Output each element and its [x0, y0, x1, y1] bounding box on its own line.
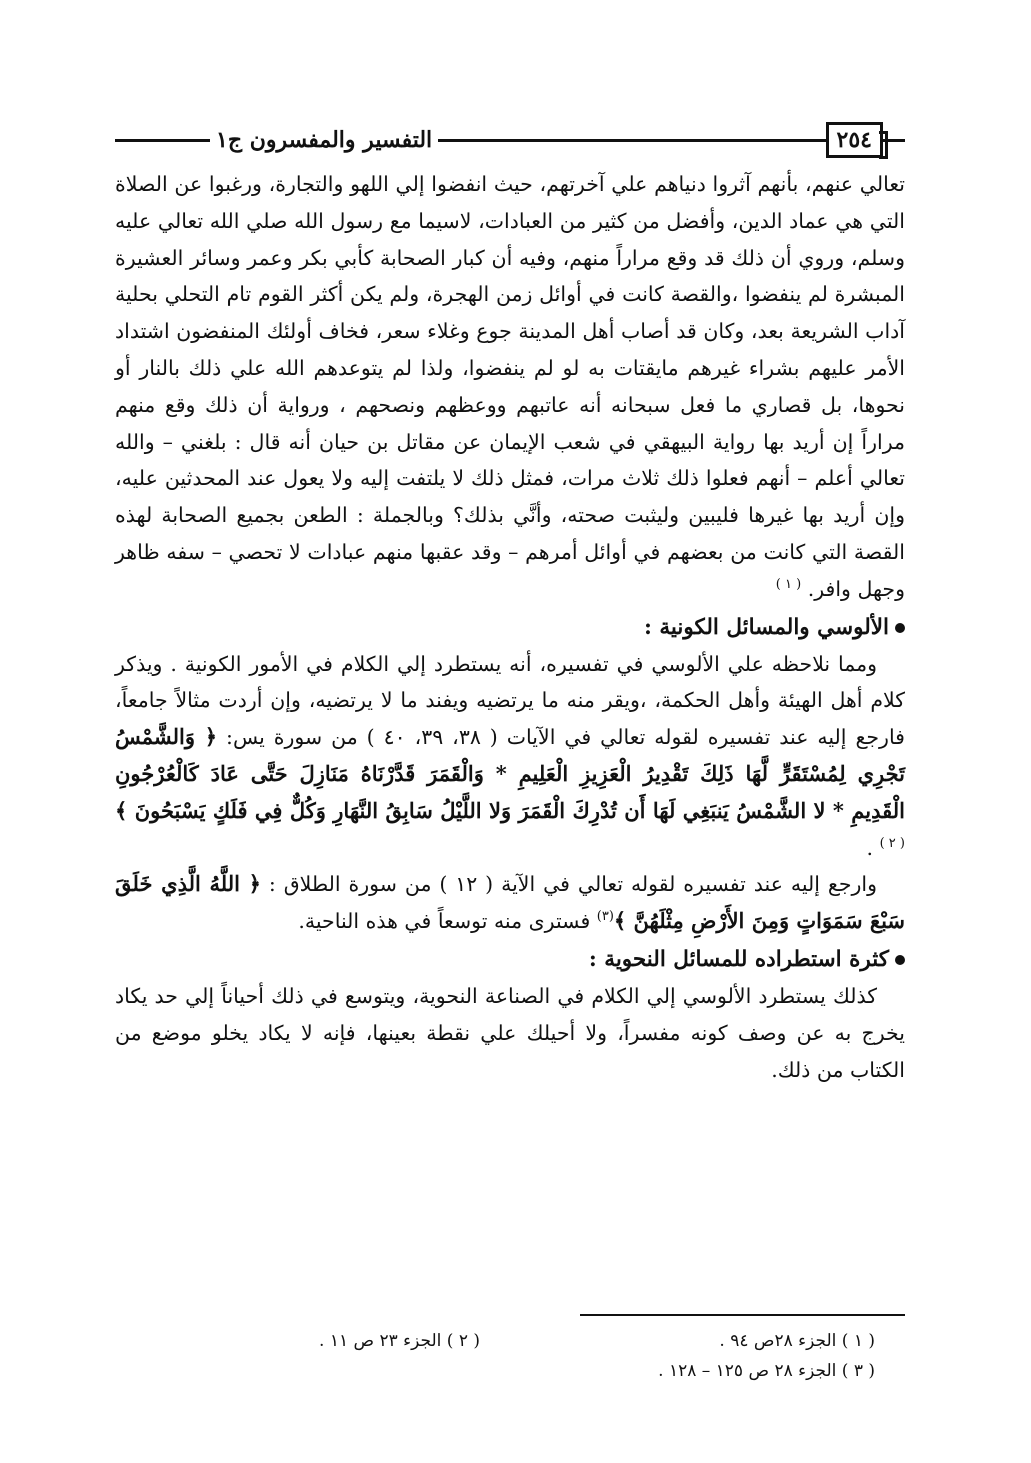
footnote-row [115, 1356, 905, 1386]
section-heading-cosmic-text: الألوسي والمسائل الكونية : [643, 614, 889, 640]
footnote-ref-1: ( ١ ) [775, 576, 802, 592]
page-header [115, 120, 905, 160]
paragraph-3 [115, 866, 905, 940]
paragraph-4-text: كذلك يستطرد الألوسي إلي الكلام في الصناعة النحوية، ويتوسع في ذلك أحياناً إلي حد يكاد يخرج به عن وصف كونه مفسراً، ولا أحيلك علي نقطة بعينها، فإنه لا يكاد يخلو موضع من الكتاب من ذلك. [115, 983, 905, 1082]
footnote-ref-2: ( ٢ ) [879, 835, 905, 851]
quran-verse-talaq: ﴿ اللَّهُ الَّذِي خَلَقَ سَبْعَ سَمَوَاتٍ وَمِنَ الأَرْضِ مِثْلَهُنَّ ﴾ [115, 871, 905, 934]
bullet-icon [895, 955, 905, 965]
running-title: التفسير والمفسرون ج١ [216, 127, 433, 153]
section-heading-cosmic [115, 610, 905, 646]
quran-verse-yasin: ﴿ وَالشَّمْسُ تَجْرِي لِمُسْتَقَرٍّ لَّهَا ذَلِكَ تَقْدِيرُ الْعَزِيزِ الْعَلِيمِ * وَالْقَمَرَ قَدَّرْنَاهُ مَنَازِلَ حَتَّى عَادَ كَالْعُرْجُونِ الْقَدِيمِ * لا الشَّمْسُ يَنبَغِي لَهَا أَن تُدْرِكَ الْقَمَرَ وَلا اللَّيْلُ سَابِقُ النَّهَارِ وَكُلٌّ فِي فَلَكٍ يَسْبَحُونَ ﴾ [115, 724, 905, 823]
paragraph-1-text: تعالي عنهم، بأنهم آثروا دنياهم علي آخرتهم، حيث انفضوا إلي اللهو والتجارة، ورغبوا عن الصلاة التي هي عماد الدين، وأفضل من كثير من العبادات، لاسيما مع رسول الله صلي الله تعالي عليه وسلم، وروي أن ذلك قد وقع مراراً منهم، وفيه أن كبار الصحابة كأبي بكر وعمر وسائر العشيرة المبشرة لم ينفضوا ،والقصة كانت في أوائل زمن الهجرة، ولم يكن أكثر القوم تام التحلي بحلية آداب الشريعة بعد، وكان قد أصاب أهل المدينة جوع وغلاء سعر، فخاف أولئك المنفضون اشتداد الأمر عليهم بشراء غيرهم مايقتات به لو لم ينفضوا، ولذا لم يتوعدهم الله علي ذلك بالنار أو نحوها، بل قصاري ما فعل سبحانه أنه عاتبهم ووعظهم ونصحهم ، ورواية أن ذلك وقع منهم مراراً إن أريد بها رواية البيهقي في شعب الإيمان عن مقاتل بن حيان أنه قال : بلغني – والله تعالي أعلم – أنهم فعلوا ذلك ثلاث مرات، فمثل ذلك لا يلتفت إليه ولا يعول عند المحدثين عليه، وإن أريد بها غيرها فليبين وليثبت صحته، وأنَّي بذلك؟ وبالجملة : الطعن بجميع الصحابة لهذه القصة التي كانت من بعضهم في أوائل أمرهم – وقد عقبها منهم عبادات لا تحصي – سفه ظاهر وجهل وافر. [115, 172, 905, 601]
paragraph-2-text: ومما نلاحظه علي الألوسي في تفسيره، أنه يستطرد إلي الكلام في الأمور الكونية . ويذكر كلام أهل الهيئة وأهل الحكمة، ،ويقر منه ما يرتضيه ويفند ما لا يرتضيه، وإن أردت مثالاً جامعاً، فارجع إليه عند تفسيره لقوله تعالي في الآيات ( ٣٨، ٣٩، ٤٠ ) من سورة يس: [115, 651, 905, 750]
footnotes [115, 1326, 905, 1386]
main-text [115, 166, 905, 1088]
page-number: ٢٥٤ [826, 122, 883, 158]
footnote-separator [580, 1314, 905, 1316]
paragraph-4 [115, 978, 905, 1088]
header-rule-middle [438, 139, 825, 142]
footnote-3: ( ٣ ) الجزء ٢٨ ص ١٢٥ – ١٢٨ . [658, 1361, 875, 1381]
paragraph-1 [115, 166, 905, 608]
footnote-ref-3: (٣) [596, 909, 614, 925]
paragraph-3-text-b: فسترى منه توسعاً في هذه الناحية. [298, 909, 591, 934]
footnote-1: ( ١ ) الجزء ٢٨ص ٩٤ . [719, 1331, 875, 1351]
paragraph-2: ومما نلاحظه علي الألوسي في تفسيره، أنه يستطرد إلي الكلام في الأمور الكونية . ويذكر كلام أهل الهيئة وأهل الحكمة، ،ويقر منه ما يرتضيه ويفند ما لا يرتضيه، وإن أردت مثالاً جامعاً، فارجع إليه عند تفسيره لقوله تعالي في الآيات ( ٣٨، ٣٩، ٤٠ ) من سورة يس: ﴿ وَالشَّمْسُ تَجْرِي لِمُسْتَقَرٍّ لَّهَا ذَلِكَ تَقْدِيرُ الْعَزِيزِ الْعَلِيمِ * وَالْقَمَرَ قَدَّرْنَاهُ مَنَازِلَ حَتَّى عَادَ كَالْعُرْجُونِ الْقَدِيمِ * لا الشَّمْسُ يَنبَغِي لَهَا أَن تُدْرِكَ الْقَمَرَ وَلا اللَّيْلُ سَابِقُ النَّهَارِ وَكُلٌّ فِي فَلَكٍ يَسْبَحُونَ ﴾ $^{( ٢ )}$ . [115, 651, 905, 860]
footnote-row [115, 1326, 905, 1356]
bullet-icon [895, 623, 905, 633]
book-page [115, 120, 905, 1410]
footnote-2: ( ٢ ) الجزء ٢٣ ص ١١ . [319, 1331, 480, 1351]
section-heading-grammar-text: كثرة استطراده للمسائل النحوية : [588, 946, 889, 972]
section-heading-grammar [115, 942, 905, 978]
header-rule-left [115, 139, 210, 142]
paragraph-3-text-a: وارجع إليه عند تفسيره لقوله تعالي في الآية ( ١٢ ) من سورة الطلاق : [268, 872, 877, 897]
